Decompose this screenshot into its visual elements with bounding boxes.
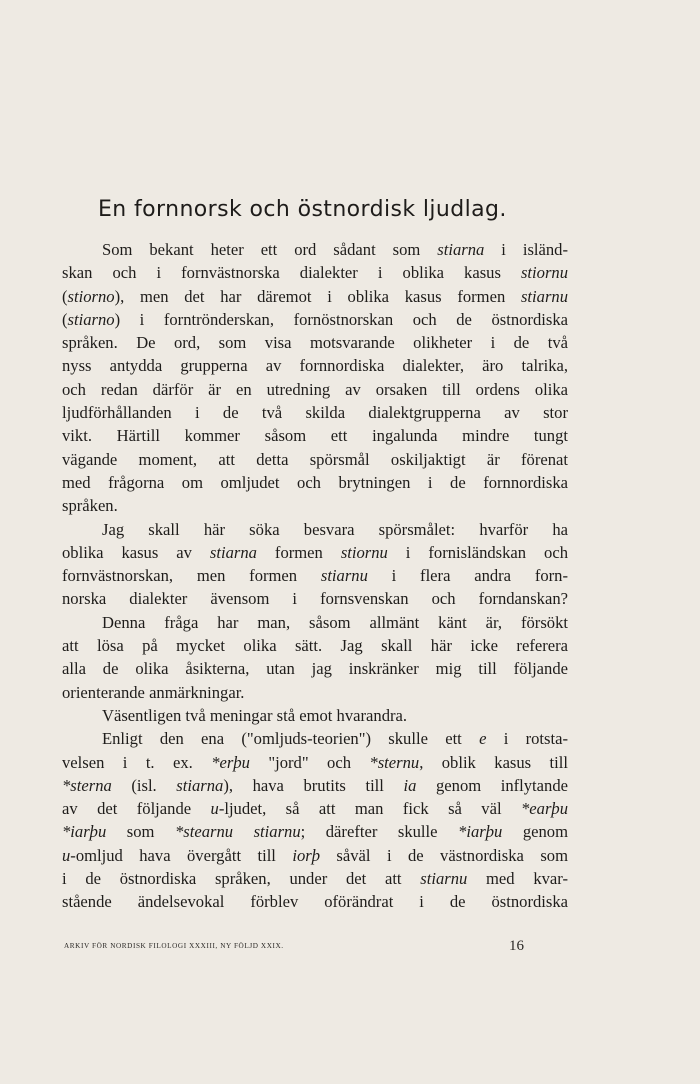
italic-word: iorþ [292,845,321,865]
text-line [62,681,568,704]
italic-word: u [62,845,71,865]
text-line [62,844,568,867]
text-line [62,634,568,657]
text-segment: formen [256,542,341,562]
italic-word: stiorno [67,286,115,306]
body-text [62,238,568,914]
text-segment: fornvästnorskan, men formen [62,566,321,586]
article-title: En fornnorsk och östnordisk ljudlag. [98,197,507,222]
text-segment: att lösa på mycket olika sätt. Jag skall här icke referera [62,636,568,656]
text-line [62,657,568,680]
text-segment: och redan därför är en utredning av orsaken till ordens olika [62,379,568,399]
italic-word: e [479,729,487,749]
text-segment: -omljud hava övergått till [70,845,293,865]
text-line [62,867,568,890]
text-line [62,494,568,517]
text-line [62,611,568,634]
text-segment: stående ändelsevokal förblev oförändrat i de östnordiska [62,892,568,912]
page-number: 16 [509,938,524,954]
text-segment: av det följande [62,799,211,819]
text-segment: Jag skall här söka besvara spörsmålet: hvarför ha [102,519,568,539]
italic-word: u [210,799,219,819]
text-segment: genom inflytande [416,775,568,795]
text-segment: i isländ- [484,240,568,259]
italic-word: *earþu [520,799,568,819]
text-segment: alla de olika åsikterna, utan jag inskränker mig till följande [62,659,568,679]
italic-word: stiarna [176,775,224,795]
text-segment: ljudförhållanden i de två skilda dialektgrupperna av stor [62,403,568,423]
text-segment: språken. [62,496,118,516]
text-line [62,378,568,401]
italic-word: *stearnu stiarnu [174,822,301,842]
text-line [62,890,568,913]
text-segment: med kvar- [467,869,568,889]
text-segment: oblika kasus av [62,542,210,562]
text-line [62,331,568,354]
text-line [62,751,568,774]
italic-word: *erþu [211,752,250,772]
italic-word: *sterna [62,775,112,795]
text-segment: ) i forntrönderskan, fornöstnorskan och de östnordiska [114,309,568,329]
text-segment: i fornisländskan och [387,542,569,562]
text-segment: (isl. [111,775,177,795]
text-line [62,727,568,750]
text-line [62,471,568,494]
text-segment: velsen i t. ex. [62,752,212,772]
text-line [62,587,568,610]
text-segment: Enligt den ena ("omljuds-teorien") skulle ett [102,729,480,749]
italic-word: stiarnu [520,286,568,306]
page-footer [62,938,568,958]
italic-word: stiornu [340,542,388,562]
text-segment: -ljudet, så att man fick så väl [218,799,521,819]
text-segment: orienterande anmärkningar. [62,682,245,702]
text-segment: ; därefter skulle [300,822,459,842]
text-segment: norska dialekter ävensom i fornsvenskan och forndanskan? [62,589,568,609]
text-segment: språken. De ord, som visa motsvarande olikheter i de två [62,333,568,353]
text-segment: ), men det har däremot i oblika kasus formen [114,286,521,306]
text-segment: Väsentligen två meningar stå emot hvarandra. [102,705,408,725]
text-segment: vikt. Härtill kommer såsom ett ingalunda mindre tungt [62,426,568,446]
text-segment: ( [62,286,68,306]
text-segment: vägande moment, att detta spörsmål oskiljaktigt är förenat [62,449,568,469]
text-line [62,424,568,447]
text-line [62,518,568,541]
text-segment: "jord" och [249,752,370,772]
italic-word: stiarna [437,240,485,259]
printer-signature: ARKIV FÖR NORDISK FILOLOGI XXXIII, NY FÖLJD XXIX. [64,942,284,950]
text-segment: ), hava brutits till [223,775,404,795]
italic-word: stiarno [67,309,115,329]
text-segment: Denna fråga har man, såsom allmänt känt är, försökt [102,612,568,632]
text-segment: genom [502,822,568,842]
text-line [62,564,568,587]
italic-word: stiarnu [420,869,468,889]
text-line [62,448,568,471]
italic-word: *iarþu [62,822,107,842]
text-line [62,238,568,261]
italic-word: stiarnu [320,566,368,586]
text-line [62,401,568,424]
text-segment: , oblik kasus till [419,752,568,772]
text-line [62,261,568,284]
text-line [62,774,568,797]
text-line [62,797,568,820]
italic-word: *iarþu [458,822,503,842]
text-segment: i de östnordiska språken, under det att [62,869,421,889]
text-line [62,308,568,331]
italic-word: stiarna [209,542,257,562]
text-line [62,704,568,727]
text-segment: i flera andra forn- [367,566,568,586]
text-segment: med frågorna om omljudet och brytningen i de fornnordiska [62,472,568,492]
italic-word: stiornu [520,263,568,283]
text-segment: skan och i fornvästnorska dialekter i oblika kasus [62,263,521,283]
italic-word: *sternu [369,752,420,772]
text-line [62,541,568,564]
text-segment: ( [62,309,68,329]
text-segment: som [106,822,175,842]
text-line [62,354,568,377]
text-line [62,285,568,308]
text-segment: i rotsta- [486,729,568,749]
text-line [62,820,568,843]
text-segment: såväl i de västnordiska som [320,845,568,865]
italic-word: ia [403,775,417,795]
text-segment: Som bekant heter ett ord sådant som [102,240,438,259]
text-segment: nyss antydda grupperna av fornnordiska dialekter, äro talrika, [62,356,568,376]
